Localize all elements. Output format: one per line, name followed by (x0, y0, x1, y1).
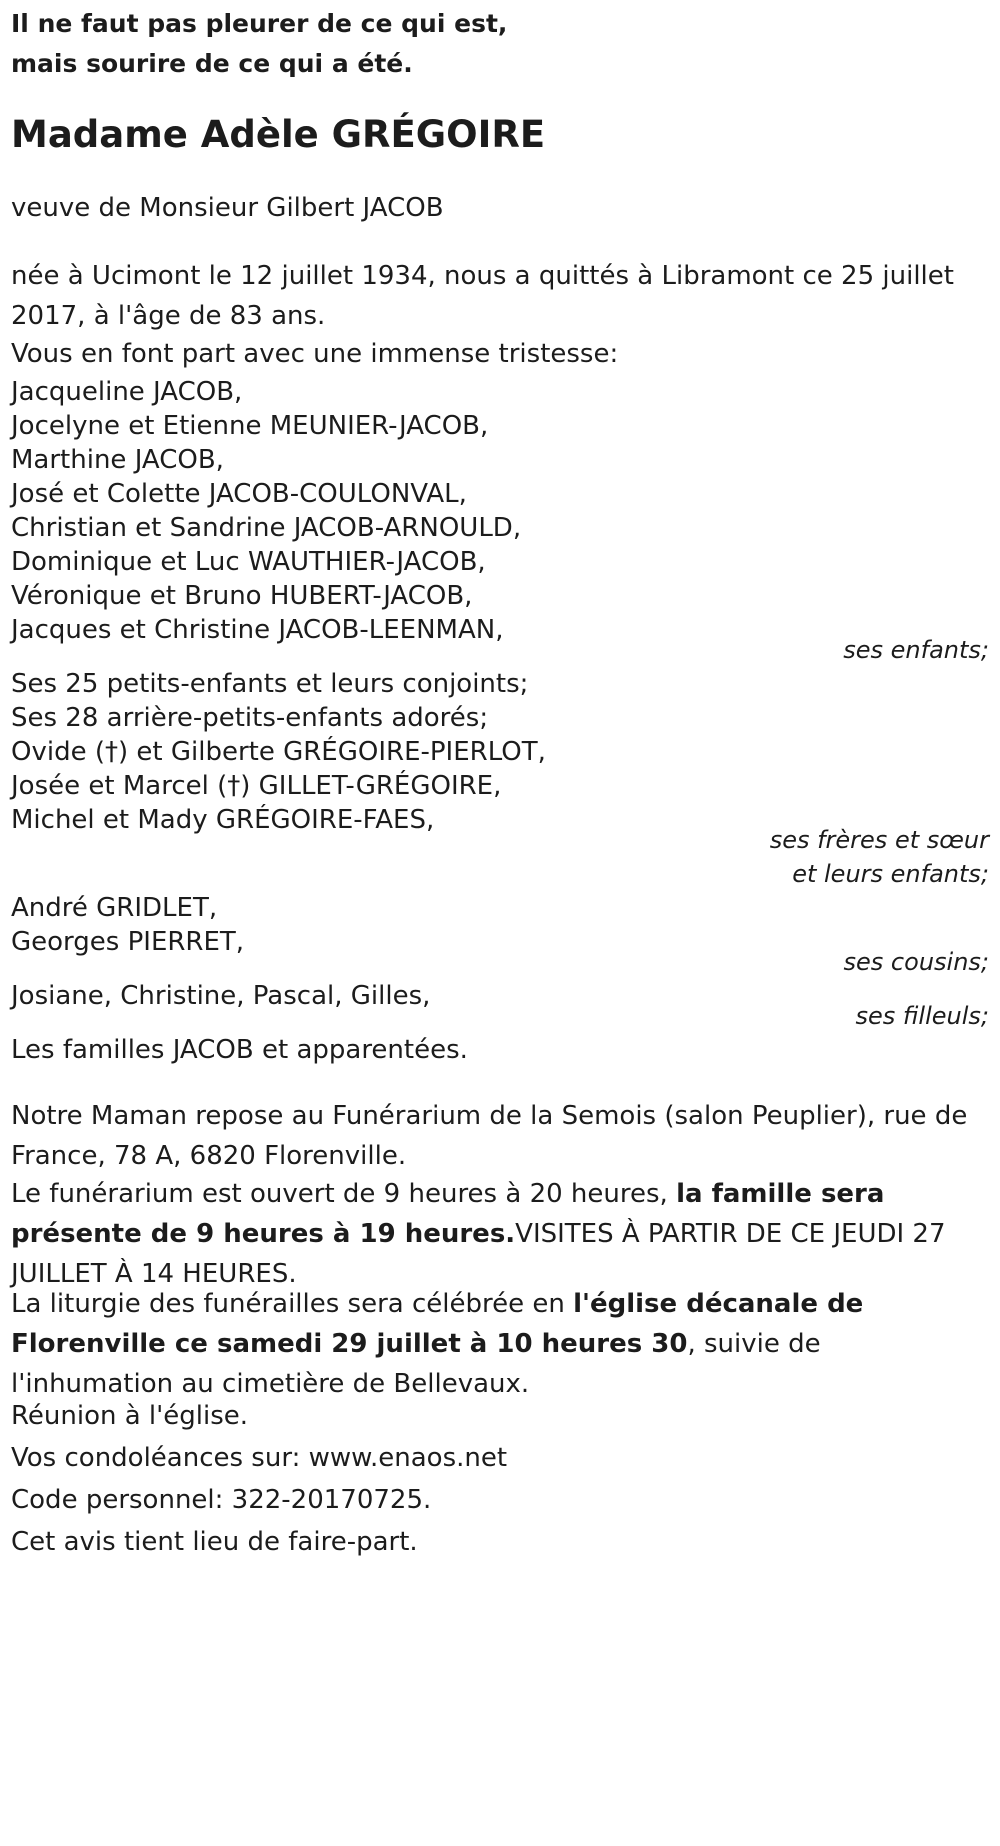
child-2: Jocelyne et Etienne MEUNIER-JACOB, (11, 411, 489, 441)
liturgy-text-2: , suivie de l'inhumation au cimetière de Bellevaux. (11, 1329, 821, 1399)
birth-death-paragraph: née à Ucimont le 12 juillet 1934, nous a quittés à Libramont ce 25 juillet 2017, à l'âge de 83 ans. (11, 261, 954, 331)
epigraph-line-1: Il ne faut pas pleurer de ce qui est, (11, 9, 508, 38)
sibling-2: Josée et Marcel (†) GILLET-GRÉGOIRE, (11, 771, 502, 801)
announce-line: Vous en font part avec une immense tristesse: (11, 339, 619, 369)
deceased-name: Madame Adèle GRÉGOIRE (11, 113, 546, 156)
hours-paragraph (11, 1174, 971, 1294)
liturgy-text-1: La liturgie des funérailles sera célébrée en (11, 1289, 574, 1319)
cousin-1: André GRIDLET, (11, 893, 218, 923)
cousins-relation: ses cousins; (843, 948, 989, 976)
child-3: Marthine JACOB, (11, 445, 224, 475)
sibling-3: Michel et Mady GRÉGOIRE-FAES, (11, 805, 435, 835)
grandchildren-line: Ses 25 petits-enfants et leurs conjoints; (11, 669, 529, 699)
child-8: Jacques et Christine JACOB-LEENMAN, (11, 615, 504, 645)
siblings-relation-line-2: et leurs enfants; (792, 860, 989, 888)
notice-line: Cet avis tient lieu de faire-part. (11, 1527, 418, 1557)
condolences-line: Vos condoléances sur: www.enaos.net (11, 1443, 508, 1473)
child-4: José et Colette JACOB-COULONVAL, (11, 479, 467, 509)
liturgy-paragraph (11, 1284, 971, 1404)
hours-family-presence: la famille sera présente de 9 heures à 19 heures. (11, 1179, 885, 1249)
epigraph-line-2: mais sourire de ce qui a été. (11, 49, 413, 78)
child-7: Véronique et Bruno HUBERT-JACOB, (11, 581, 473, 611)
child-6: Dominique et Luc WAUTHIER-JACOB, (11, 547, 486, 577)
child-5: Christian et Sandrine JACOB-ARNOULD, (11, 513, 522, 543)
families-line: Les familles JACOB et apparentées. (11, 1035, 468, 1065)
code-line: Code personnel: 322-20170725. (11, 1485, 432, 1515)
liturgy-church-time: l'église décanale de Florenville ce samedi 29 juillet à 10 heures 30 (11, 1289, 864, 1359)
meeting-line: Réunion à l'église. (11, 1401, 249, 1431)
hours-text-2: VISITES À PARTIR DE CE JEUDI 27 JUILLET À 14 HEURES. (11, 1219, 946, 1289)
hours-text-1: Le funérarium est ouvert de 9 heures à 20 heures, (11, 1179, 677, 1209)
godchildren-line: Josiane, Christine, Pascal, Gilles, (11, 981, 431, 1011)
sibling-1: Ovide (†) et Gilberte GRÉGOIRE-PIERLOT, (11, 737, 546, 767)
great-grandchildren-line: Ses 28 arrière-petits-enfants adorés; (11, 703, 489, 733)
child-1: Jacqueline JACOB, (11, 377, 243, 407)
godchildren-relation: ses filleuls; (855, 1002, 989, 1030)
funerarium-paragraph: Notre Maman repose au Funérarium de la Semois (salon Peuplier), rue de France, 78 A, 6820 Florenville. (11, 1101, 968, 1171)
spouse-line: veuve de Monsieur Gilbert JACOB (11, 193, 444, 223)
cousin-2: Georges PIERRET, (11, 927, 245, 957)
siblings-relation-line-1: ses frères et sœur (769, 826, 989, 854)
children-relation: ses enfants; (843, 636, 989, 664)
